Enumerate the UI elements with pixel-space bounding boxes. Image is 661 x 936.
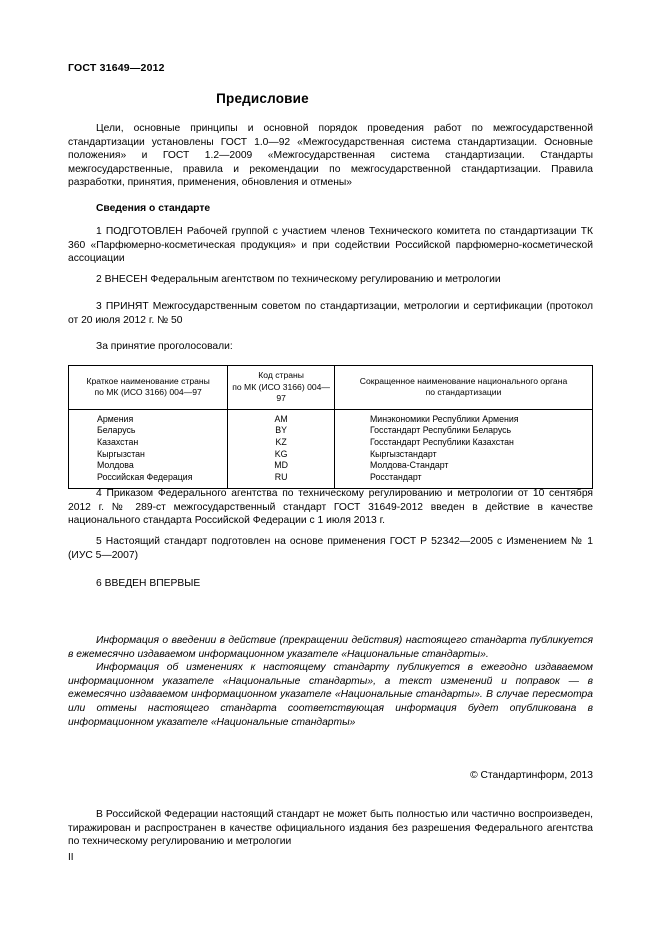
column-header-country bbox=[69, 366, 228, 410]
item-1-paragraph: 1 ПОДГОТОВЛЕН Рабочей группой с участием членов Технического комитета по стандартизации ТК 360 «Парфюмерно-косметическая продукция» и при содействии Российской парфюмерно-косметической ассоциации bbox=[68, 226, 593, 264]
cell-code: KG bbox=[228, 449, 335, 461]
cell-authority: Росстандарт bbox=[334, 472, 592, 488]
table-row bbox=[69, 409, 593, 425]
column-header-country-line2: по МК (ИСО 3166) 004—97 bbox=[94, 387, 202, 398]
table-header-row bbox=[69, 366, 593, 410]
italic-note-1: Информация о введении в действие (прекращении действия) настоящего стандарта публикуется в ежемесячно издаваемом информационном указателе «Национальные стандарты». bbox=[68, 635, 593, 660]
cell-authority: Госстандарт Республики Казахстан bbox=[334, 437, 592, 449]
column-header-authority-line2: по стандартизации bbox=[425, 387, 502, 398]
table-head bbox=[69, 366, 593, 410]
cell-authority: Госстандарт Республики Беларусь bbox=[334, 425, 592, 437]
cell-code: KZ bbox=[228, 437, 335, 449]
item-6-section bbox=[68, 577, 593, 591]
column-header-code-line1: Код страны bbox=[258, 370, 304, 380]
item-1-section bbox=[68, 225, 593, 266]
standard-code-header: ГОСТ 31649—2012 bbox=[68, 62, 165, 74]
cell-authority: Минэкономики Республики Армения bbox=[334, 409, 592, 425]
voting-countries-table bbox=[68, 365, 593, 489]
item-4-paragraph: 4 Приказом Федерального агентства по техническому регулированию и метрологии от 10 сентября 2012 г. № 289-ст межгосударственный стандарт ГОСТ 31649-2012 введен в действие в качестве национального стандарта Российской Федерации с 1 июля 2013 г. bbox=[68, 488, 593, 526]
item-2-paragraph: 2 ВНЕСЕН Федеральным агентством по техническому регулированию и метрологии bbox=[96, 274, 501, 285]
cell-authority: Кыргызстандарт bbox=[334, 449, 592, 461]
page-number: II bbox=[68, 852, 74, 863]
item-5-paragraph: 5 Настоящий стандарт подготовлен на основе применения ГОСТ Р 52342—2005 с Изменением № 1 (ИУС 5—2007) bbox=[68, 536, 593, 561]
column-header-authority-line1: Сокращенное наименование национального органа bbox=[359, 375, 568, 386]
item-3-paragraph: 3 ПРИНЯТ Межгосударственным советом по стандартизации, метрологии и сертификации (протокол от 20 июля 2012 г. № 50 bbox=[68, 301, 593, 326]
page-title: Предисловие bbox=[216, 91, 309, 106]
table-row bbox=[69, 472, 593, 488]
standard-info-heading-section bbox=[68, 203, 593, 214]
table-row bbox=[69, 425, 593, 437]
cell-country: Беларусь bbox=[69, 425, 228, 437]
item-3-section bbox=[68, 300, 593, 327]
preamble-paragraph: Цели, основные принципы и основной порядок проведения работ по межгосударственной стандартизации установлены ГОСТ 1.0—92 «Межгосударственная система стандартизации. Основные положения» и ГОСТ 1.2—2009 «Межгосударственная система стандартизации. Стандарты межгосударственные, правила и рекомендации по межгосударственной стандартизации. Правила разработки, принятия, применения, обновления и отмены» bbox=[68, 123, 593, 188]
cell-code: AM bbox=[228, 409, 335, 425]
item-2-section bbox=[68, 273, 593, 287]
cell-country: Армения bbox=[69, 409, 228, 425]
column-header-authority bbox=[334, 366, 592, 410]
standard-info-heading: Сведения о стандарте bbox=[96, 203, 211, 214]
column-header-code-line2: по МК (ИСО 3166) 004—97 bbox=[232, 381, 331, 403]
item-6-paragraph: 6 ВВЕДЕН ВПЕРВЫЕ bbox=[96, 578, 201, 589]
cell-code: RU bbox=[228, 472, 335, 488]
item-5-section bbox=[68, 535, 593, 562]
vote-intro-paragraph: За принятие проголосовали: bbox=[96, 341, 233, 352]
copyright-line: © Стандартинформ, 2013 bbox=[470, 770, 593, 781]
cell-country: Кыргызстан bbox=[69, 449, 228, 461]
table-row bbox=[69, 460, 593, 472]
rights-notice-paragraph: В Российской Федерации настоящий стандарт не может быть полностью или частично воспроизведен, тиражирован и распространен в качестве официального издания без разрешения Федерального агентства по техническому регулированию и метрологии bbox=[68, 809, 593, 847]
italic-notes-section bbox=[68, 634, 593, 729]
cell-country: Казахстан bbox=[69, 437, 228, 449]
item-4-section bbox=[68, 487, 593, 528]
cell-code: MD bbox=[228, 460, 335, 472]
italic-note-2: Информация об изменениях к настоящему стандарту публикуется в ежегодно издаваемом информационном указателе «Национальные стандарты», а текст изменений и поправок — в ежемесячно издаваемом информационном указателе «Национальные стандарты». В случае пересмотра или отмены настоящего стандарта соответствующая информация будет опубликована в информационном указателе «Национальные стандарты» bbox=[68, 662, 593, 728]
table-body bbox=[69, 409, 593, 488]
cell-authority: Молдова-Стандарт bbox=[334, 460, 592, 472]
preamble-section bbox=[68, 122, 593, 190]
vote-intro-section bbox=[68, 340, 593, 354]
rights-notice-section bbox=[68, 808, 593, 849]
cell-code: BY bbox=[228, 425, 335, 437]
column-header-code bbox=[228, 366, 335, 410]
column-header-country-line1: Краткое наименование страны bbox=[86, 375, 210, 386]
cell-country: Российская Федерация bbox=[69, 472, 228, 488]
cell-country: Молдова bbox=[69, 460, 228, 472]
table-row bbox=[69, 449, 593, 461]
table-row bbox=[69, 437, 593, 449]
